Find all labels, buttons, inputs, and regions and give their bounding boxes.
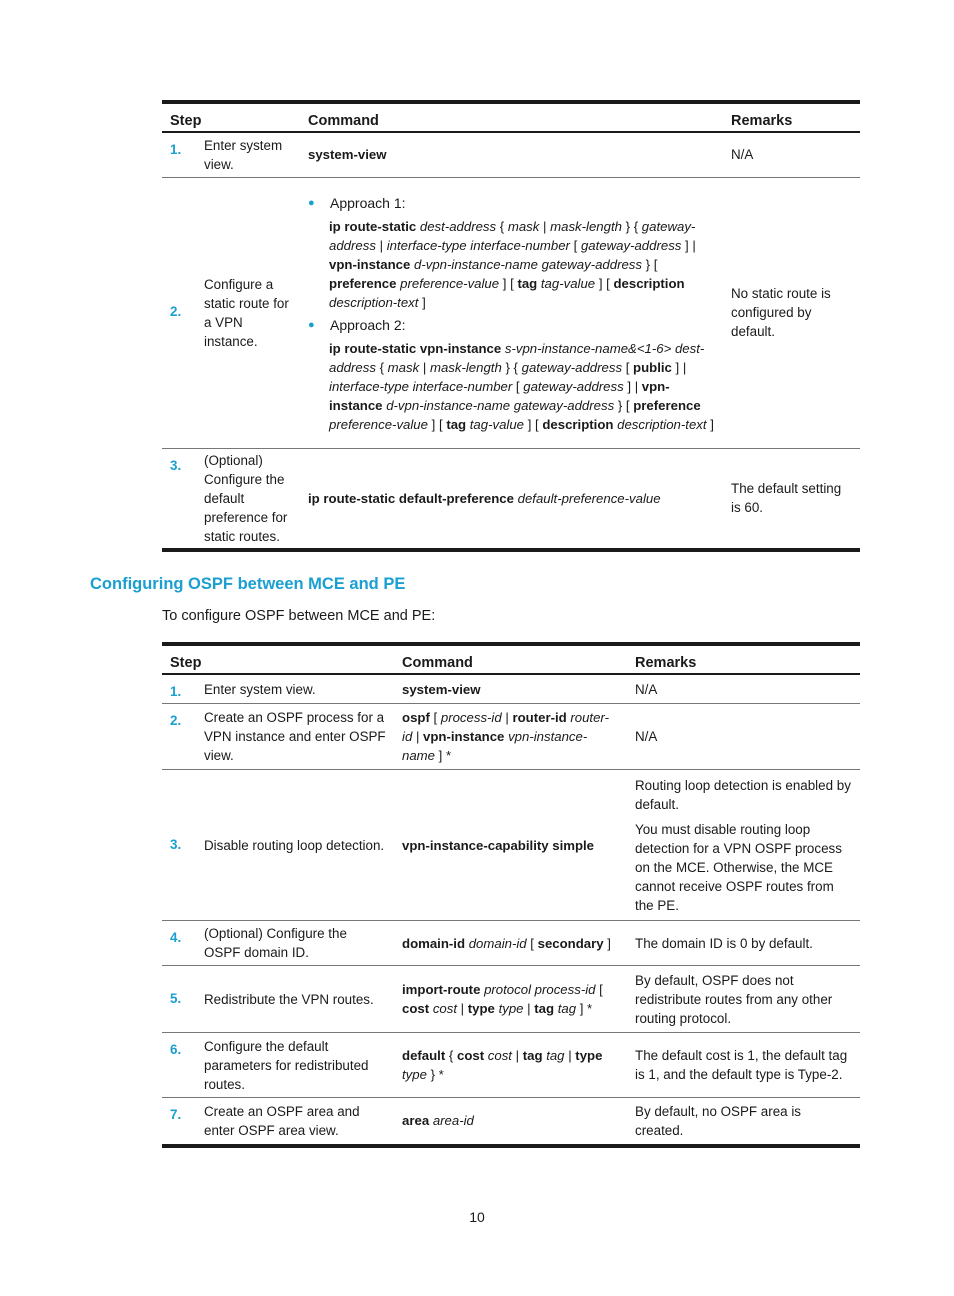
command-syntax: ] xyxy=(603,935,611,951)
command-syntax: } [ xyxy=(642,256,658,272)
command-argument: tag-value xyxy=(469,416,525,432)
command-keyword: default xyxy=(402,1048,446,1063)
command-keyword: router-id xyxy=(512,710,567,725)
command-syntax: } { xyxy=(501,359,522,375)
command-syntax: ] * xyxy=(435,748,452,763)
section-heading: Configuring OSPF between MCE and PE xyxy=(90,575,406,593)
command-argument: domain-id xyxy=(468,935,527,951)
command-argument: mask-length xyxy=(429,359,502,375)
command-syntax: | xyxy=(523,1001,535,1016)
step-command xyxy=(300,177,723,448)
step-number: 4. xyxy=(162,921,194,966)
command-syntax: [ xyxy=(569,237,581,253)
step-number: 2. xyxy=(162,177,194,448)
command-argument: description-text xyxy=(617,416,707,432)
remark-text: Routing loop detection is enabled by default. xyxy=(635,777,851,812)
command-syntax: [ xyxy=(595,982,603,997)
command-keyword: import-route xyxy=(402,982,481,997)
command-argument: d-vpn-instance-name gateway-address xyxy=(414,256,642,272)
command-syntax: [ xyxy=(526,935,538,951)
step-description: (Optional) Configure the default preference for static routes. xyxy=(194,448,300,550)
step-command xyxy=(394,770,627,921)
approach-1-command xyxy=(329,217,715,312)
command-keyword: area xyxy=(402,1113,430,1129)
approach-label: Approach 2: xyxy=(330,316,406,333)
step-remarks xyxy=(627,921,860,966)
header-command: Command xyxy=(300,102,723,132)
step-description: Create an OSPF process for a VPN instance and enter OSPF view. xyxy=(194,704,394,770)
command-syntax: ] * xyxy=(576,1001,593,1016)
header-command: Command xyxy=(394,644,627,674)
command-keyword: ip route-static xyxy=(329,218,417,234)
table-row xyxy=(162,177,860,448)
command-argument: tag-value xyxy=(540,275,596,291)
header-remarks: Remarks xyxy=(627,644,860,674)
command-keyword: cost xyxy=(402,1001,430,1016)
bullet-icon: ● xyxy=(308,196,315,209)
command-argument: default-preference-value xyxy=(517,490,661,506)
command-keyword: vpn-instance xyxy=(329,378,670,413)
bullet-icon: ● xyxy=(308,318,315,331)
remark-text: By default, no OSPF area is created. xyxy=(635,1103,801,1138)
command-syntax: } [ xyxy=(614,397,634,413)
command-syntax: } { xyxy=(621,218,642,234)
command-keyword: tag xyxy=(522,1048,543,1063)
command-argument: type xyxy=(498,1001,524,1016)
step-remarks xyxy=(627,674,860,704)
command-argument: process-id xyxy=(440,710,502,725)
command-argument: mask xyxy=(507,218,540,234)
command-syntax: { xyxy=(445,1048,457,1063)
command-argument: gateway-address xyxy=(521,359,623,375)
remark-text: You must disable routing loop detection for a VPN OSPF process on the MCE. Otherwise, the MCE cannot receive OSPF routes from the PE. xyxy=(635,821,842,913)
command-keyword: ip route-static default-preference xyxy=(308,490,514,506)
command-keyword: description xyxy=(613,275,685,291)
command-syntax: ] [ xyxy=(595,275,614,291)
command-argument: type xyxy=(402,1067,427,1082)
command-syntax: | xyxy=(564,1048,576,1063)
static-route-table xyxy=(162,100,860,552)
command-syntax: ] | xyxy=(671,359,687,375)
table-row xyxy=(162,704,860,770)
command-keyword: system-view xyxy=(402,681,481,697)
step-number: 5. xyxy=(162,966,194,1033)
command-syntax: ] xyxy=(706,416,714,432)
command-syntax: | xyxy=(412,729,424,744)
step-remarks: N/A xyxy=(723,132,860,177)
command-syntax: } * xyxy=(426,1067,444,1082)
command-keyword: vpn-instance xyxy=(329,256,411,272)
command-syntax: | xyxy=(375,237,387,253)
step-remarks: The default setting is 60. xyxy=(723,448,860,550)
step-description: Configure a static route for a VPN instance. xyxy=(194,177,300,448)
step-remarks: No static route is configured by default. xyxy=(723,177,860,448)
command-argument: interface-type interface-number xyxy=(386,237,570,253)
section-intro: To configure OSPF between MCE and PE: xyxy=(162,608,436,624)
step-number: 3. xyxy=(162,448,194,550)
approach-2-command xyxy=(329,339,715,434)
table-row xyxy=(162,921,860,966)
remark-text: The default cost is 1, the default tag is 1, and the default type is Type-2. xyxy=(635,1048,848,1082)
command-argument: mask xyxy=(387,359,420,375)
step-number: 6. xyxy=(162,1033,194,1098)
command-keyword: ospf xyxy=(402,710,430,725)
table-row xyxy=(162,1098,860,1146)
step-remarks xyxy=(627,1033,860,1098)
table-row xyxy=(162,448,860,550)
step-number: 1. xyxy=(162,132,194,177)
command-keyword: public xyxy=(633,359,672,375)
page-number: 10 xyxy=(469,1209,485,1225)
step-command xyxy=(394,674,627,704)
command-argument: gateway-address xyxy=(580,237,682,253)
step-number: 2. xyxy=(162,704,194,770)
remark-text: By default, OSPF does not redistribute routes from any other routing protocol. xyxy=(635,972,833,1026)
command-keyword: vpn-instance xyxy=(423,729,505,744)
command-syntax: ] | xyxy=(623,378,642,394)
command-argument: cost xyxy=(487,1048,512,1063)
command-syntax: ] [ xyxy=(427,416,447,432)
step-command xyxy=(394,1098,627,1146)
command-argument: vpn-instance-name xyxy=(402,729,588,763)
command-keyword: preference xyxy=(633,397,701,413)
command-keyword: tag xyxy=(517,275,538,291)
command-argument: description-text xyxy=(329,294,419,310)
command-syntax: [ xyxy=(429,710,441,725)
command-argument: tag xyxy=(557,1001,577,1016)
remark-text: N/A xyxy=(635,729,658,744)
header-remarks: Remarks xyxy=(723,102,860,132)
step-number: 1. xyxy=(162,674,194,704)
step-command xyxy=(394,704,627,770)
command-argument: mask-length xyxy=(550,218,622,234)
step-remarks xyxy=(627,704,860,770)
command-keyword: ip route-static vpn-instance xyxy=(329,340,502,356)
approach-1 xyxy=(308,194,715,213)
command-syntax: | xyxy=(457,1001,468,1016)
table-row xyxy=(162,770,860,921)
command-keyword: type xyxy=(575,1048,603,1063)
table-row xyxy=(162,132,860,177)
table-row xyxy=(162,966,860,1033)
step-command xyxy=(300,132,723,177)
command-keyword: description xyxy=(542,416,614,432)
table-row xyxy=(162,1033,860,1098)
step-description: Enter system view. xyxy=(194,132,300,177)
command-argument: preference-value xyxy=(329,416,428,432)
command-syntax: ] | xyxy=(681,237,696,253)
step-description: Redistribute the VPN routes. xyxy=(194,966,394,1033)
step-description: Disable routing loop detection. xyxy=(194,770,394,921)
command-argument: router-id xyxy=(402,710,609,744)
approach-label: Approach 1: xyxy=(330,194,406,211)
command-argument: s-vpn-instance-name&<1-6> dest-address xyxy=(329,340,705,375)
command-argument: preference-value xyxy=(400,275,500,291)
command-syntax: [ xyxy=(512,378,524,394)
command-keyword: type xyxy=(467,1001,495,1016)
command-syntax: ] xyxy=(418,294,426,310)
command-argument: interface-type interface-number xyxy=(329,378,513,394)
command-keyword: secondary xyxy=(537,935,604,951)
header-step: Step xyxy=(162,102,300,132)
step-description: Configure the default parameters for redistributed routes. xyxy=(194,1033,394,1098)
step-remarks xyxy=(627,770,860,921)
command-syntax: { xyxy=(496,218,508,234)
step-remarks xyxy=(627,1098,860,1146)
command-keyword: cost xyxy=(456,1048,485,1063)
step-description: Create an OSPF area and enter OSPF area view. xyxy=(194,1098,394,1146)
command-argument: gateway-address xyxy=(523,378,624,394)
command-syntax: [ xyxy=(622,359,634,375)
command-syntax: | xyxy=(501,710,513,725)
step-command xyxy=(394,921,627,966)
command-syntax: ] [ xyxy=(524,416,543,432)
command-argument: tag xyxy=(546,1048,565,1063)
step-description: (Optional) Configure the OSPF domain ID. xyxy=(194,921,394,966)
remark-text: The domain ID is 0 by default. xyxy=(635,935,813,951)
command-argument: gateway-address xyxy=(329,218,696,253)
command-argument: cost xyxy=(432,1001,457,1016)
header-step: Step xyxy=(162,644,394,674)
command-syntax: ] [ xyxy=(499,275,518,291)
step-command xyxy=(394,966,627,1033)
command-argument: protocol process-id xyxy=(484,982,596,997)
command-argument: area-id xyxy=(432,1113,474,1129)
command-keyword: domain-id xyxy=(402,935,466,951)
command-keyword: vpn-instance-capability simple xyxy=(402,837,595,853)
command-syntax: | xyxy=(419,359,430,375)
ospf-table xyxy=(162,642,860,1148)
step-description: Enter system view. xyxy=(194,674,394,704)
command-syntax: { xyxy=(375,359,388,375)
command-keyword: preference xyxy=(329,275,397,291)
step-remarks xyxy=(627,966,860,1033)
command-argument: dest-address xyxy=(419,218,497,234)
command-syntax: | xyxy=(511,1048,523,1063)
step-command xyxy=(300,448,723,550)
command-keyword: tag xyxy=(534,1001,555,1016)
command-argument: d-vpn-instance-name gateway-address xyxy=(386,397,615,413)
step-number: 3. xyxy=(162,770,194,921)
remark-text: N/A xyxy=(635,681,658,697)
approach-2 xyxy=(308,316,715,335)
command-keyword: tag xyxy=(446,416,467,432)
command-syntax: | xyxy=(539,218,551,234)
command-keyword: system-view xyxy=(308,147,387,163)
step-command xyxy=(394,1033,627,1098)
table-row xyxy=(162,674,860,704)
step-number: 7. xyxy=(162,1098,194,1146)
